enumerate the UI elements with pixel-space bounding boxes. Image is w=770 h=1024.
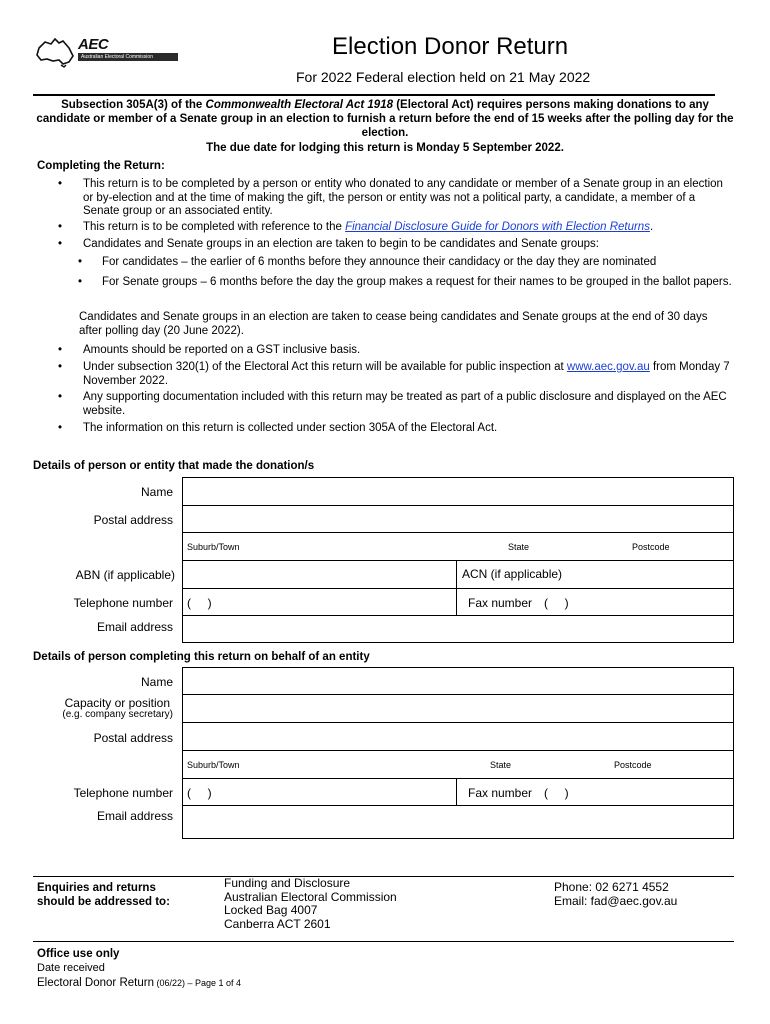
completing-bullet-2: This return is to be completed with reference to the Financial Disclosure Guide for Donors with Election Returns. — [83, 221, 654, 233]
completer-postcode-label: Postcode — [614, 760, 652, 770]
donor-abn-label: ABN (if applicable) — [75, 568, 175, 582]
page-title: Election Donor Return — [332, 33, 569, 60]
bullet-dot: • — [58, 422, 63, 434]
bullet-dot: • — [78, 256, 83, 268]
office-divider — [33, 941, 734, 942]
completer-email-field[interactable] — [182, 805, 734, 839]
bullet-dot: • — [58, 391, 63, 403]
completer-fax-areacode: ( ) — [544, 786, 569, 800]
donor-fax-areacode: ( ) — [544, 596, 569, 610]
completer-postal-address-field[interactable] — [182, 722, 734, 751]
completing-bullet-1: This return is to be completed by a person or entity who donated to any candidate or member of a Senate group in an election or by-election and at the time of making the gift, the person or entity was not a political party, a candidate, a member of a Senate group or an associated entity. — [83, 178, 723, 217]
donor-state-label: State — [508, 542, 530, 552]
completer-suburb-label: Suburb/Town — [187, 760, 240, 770]
date-received-label: Date received — [37, 962, 105, 974]
enquiries-address: Funding and Disclosure Australian Electoral Commission Locked Bag 4007 Canberra ACT 2601 — [224, 876, 397, 931]
intro-paragraph: Subsection 305A(3) of the Commonwealth Electoral Act 1918 (Electoral Act) requires persons making donations to any candidate or member of a Senate group in an election to furnish a return before the end of 15 weeks after the polling day for the election. — [36, 99, 734, 139]
donor-suburb-label: Suburb/Town — [187, 542, 240, 552]
completing-subbullet-candidates: For candidates – the earlier of 6 months before they announce their candidacy or the day they are nominated — [102, 256, 657, 268]
donor-abn-field[interactable] — [182, 560, 457, 589]
completer-state-label: State — [490, 760, 512, 770]
donor-name-field[interactable] — [182, 477, 734, 506]
logo-agency-name: Australian Electoral Commission — [78, 53, 178, 61]
donor-postal-label: Postal address — [93, 513, 173, 527]
donor-acn-label: ACN (if applicable) — [462, 567, 563, 581]
donor-postcode-label: Postcode — [632, 542, 670, 552]
completer-section-heading: Details of person completing this return on behalf of an entity — [33, 651, 370, 663]
completer-phone-areacode: ( ) — [187, 786, 212, 800]
completer-postal-label: Postal address — [93, 731, 173, 745]
donor-name-label: Name — [140, 485, 173, 499]
donor-email-label: Email address — [96, 620, 173, 634]
completer-phone-label: Telephone number — [73, 786, 173, 800]
donor-fax-label: Fax number — [468, 596, 533, 610]
page-subtitle: For 2022 Federal election held on 21 May 2022 — [296, 69, 591, 85]
completer-capacity-label: Capacity or position — [64, 696, 170, 710]
completing-bullet-6: Any supporting documentation included with this return may be treated as part of a public disclosure and displayed on the AEC website. — [83, 391, 727, 417]
header-divider — [33, 94, 715, 96]
bullet-dot: • — [58, 361, 63, 373]
enquiries-email: Email: fad@aec.gov.au — [554, 893, 678, 908]
logo-text: AEC — [78, 36, 109, 53]
completing-heading: Completing the Return: — [37, 160, 165, 172]
donor-postal-address-field[interactable] — [182, 505, 734, 533]
form-footer: Electoral Donor Return (06/22) – Page 1 of 4 — [37, 977, 242, 989]
bullet-dot: • — [58, 178, 63, 190]
office-use-heading: Office use only — [37, 948, 120, 960]
enquiries-phone: Phone: 02 6271 4552 — [554, 880, 669, 894]
donor-phone-label: Telephone number — [73, 596, 173, 610]
completing-bullet-4: Amounts should be reported on a GST inclusive basis. — [83, 344, 361, 356]
bullet-dot: • — [58, 238, 63, 250]
enquiries-contact — [554, 881, 677, 908]
completer-capacity-field[interactable] — [182, 694, 734, 723]
completer-fax-label: Fax number — [468, 786, 533, 800]
completing-cease-paragraph: Candidates and Senate groups in an election are taken to cease being candidates and Senate groups at the end of 30 days after polling day (20 June 2022). — [79, 311, 708, 337]
completer-email-label: Email address — [96, 809, 173, 823]
completer-name-field[interactable] — [182, 667, 734, 695]
due-date-notice: The due date for lodging this return is Monday 5 September 2022. — [206, 142, 564, 154]
bullet-dot: • — [58, 344, 63, 356]
aec-website-link[interactable]: www.aec.gov.au — [566, 361, 650, 373]
financial-disclosure-guide-link[interactable]: Financial Disclosure Guide for Donors with Election Returns — [345, 221, 650, 233]
completing-subbullet-senate: For Senate groups – 6 months before the day the group makes a request for their names to be grouped in the ballot papers. — [102, 276, 732, 288]
bullet-dot: • — [78, 276, 83, 288]
act-name: Commonwealth Electoral Act 1918 — [205, 99, 393, 111]
enquiries-label: Enquiries and returns should be addressed to: — [37, 882, 170, 908]
bullet-dot: • — [58, 221, 63, 233]
completing-bullet-5: Under subsection 320(1) of the Electoral Act this return will be available for public inspection at www.aec.gov.au from Monday 7 November 2022. — [83, 361, 730, 387]
completer-name-label: Name — [140, 675, 173, 689]
donor-phone-areacode: ( ) — [187, 596, 212, 610]
completing-bullet-3: Candidates and Senate groups in an election are taken to begin to be candidates and Senate groups: — [83, 238, 599, 250]
donor-section-heading: Details of person or entity that made the donation/s — [33, 460, 315, 472]
donor-phone-field[interactable] — [182, 588, 457, 616]
completing-bullet-7: The information on this return is collected under section 305A of the Electoral Act. — [83, 422, 498, 434]
completer-phone-field[interactable] — [182, 778, 457, 806]
donor-email-field[interactable] — [182, 615, 734, 643]
completer-capacity-hint: (e.g. company secretary) — [62, 709, 173, 720]
